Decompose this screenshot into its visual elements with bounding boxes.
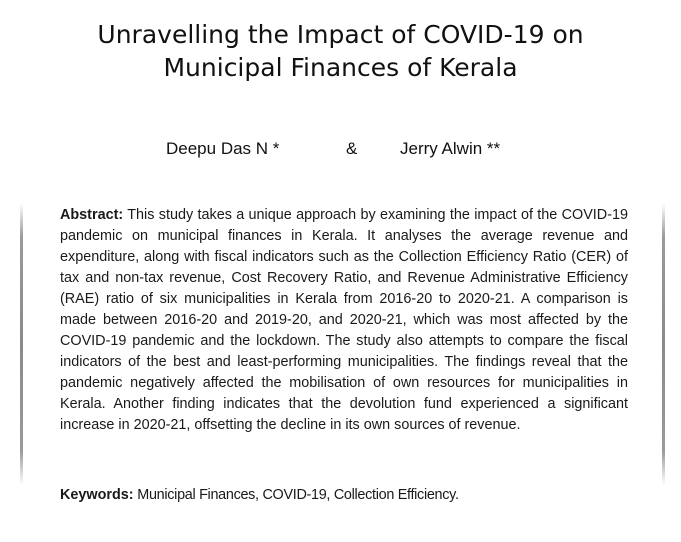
keywords-label: Keywords: xyxy=(60,487,134,503)
author-separator: & xyxy=(346,139,358,158)
keywords-paragraph xyxy=(60,485,628,506)
right-margin-rule xyxy=(662,203,665,485)
title-line-1: Unravelling the Impact of COVID-19 on xyxy=(97,20,584,49)
keywords-text: Municipal Finances, COVID-19, Collection Efficiency. xyxy=(137,487,459,503)
abstract-paragraph xyxy=(60,205,628,436)
author-line xyxy=(0,139,681,161)
author-first: Deepu Das N * xyxy=(166,139,280,158)
abstract-text: This study takes a unique approach by examining the impact of the COVID-19 pandemic on municipal finances in Kerala. It analyses the average revenue and expenditure, along with fiscal indicators such as the Collection Efficiency Ratio (CER) of tax and non-tax revenue, Cost Recovery Ratio, and Revenue Administrative Efficiency (RAE) ratio of six municipalities in Kerala from 2016-20 to 2020-21. A comparison is made between 2016-20 and 2019-20, and 2020-21, which was most affected by the COVID-19 pandemic and the lockdown. The study also attempts to compare the fiscal indicators of the best and least-performing municipalities. The findings reveal that the pandemic negatively affected the mobilisation of own resources for municipalities in Kerala. Another finding indicates that the devolution fund experienced a significant increase in 2020-21, offsetting the decline in its own sources of revenue. xyxy=(60,207,628,433)
paper-title xyxy=(0,18,681,84)
abstract-label: Abstract: xyxy=(60,207,124,223)
title-line-2: Municipal Finances of Kerala xyxy=(163,53,518,82)
left-margin-rule xyxy=(20,203,23,485)
author-second: Jerry Alwin ** xyxy=(400,139,501,158)
